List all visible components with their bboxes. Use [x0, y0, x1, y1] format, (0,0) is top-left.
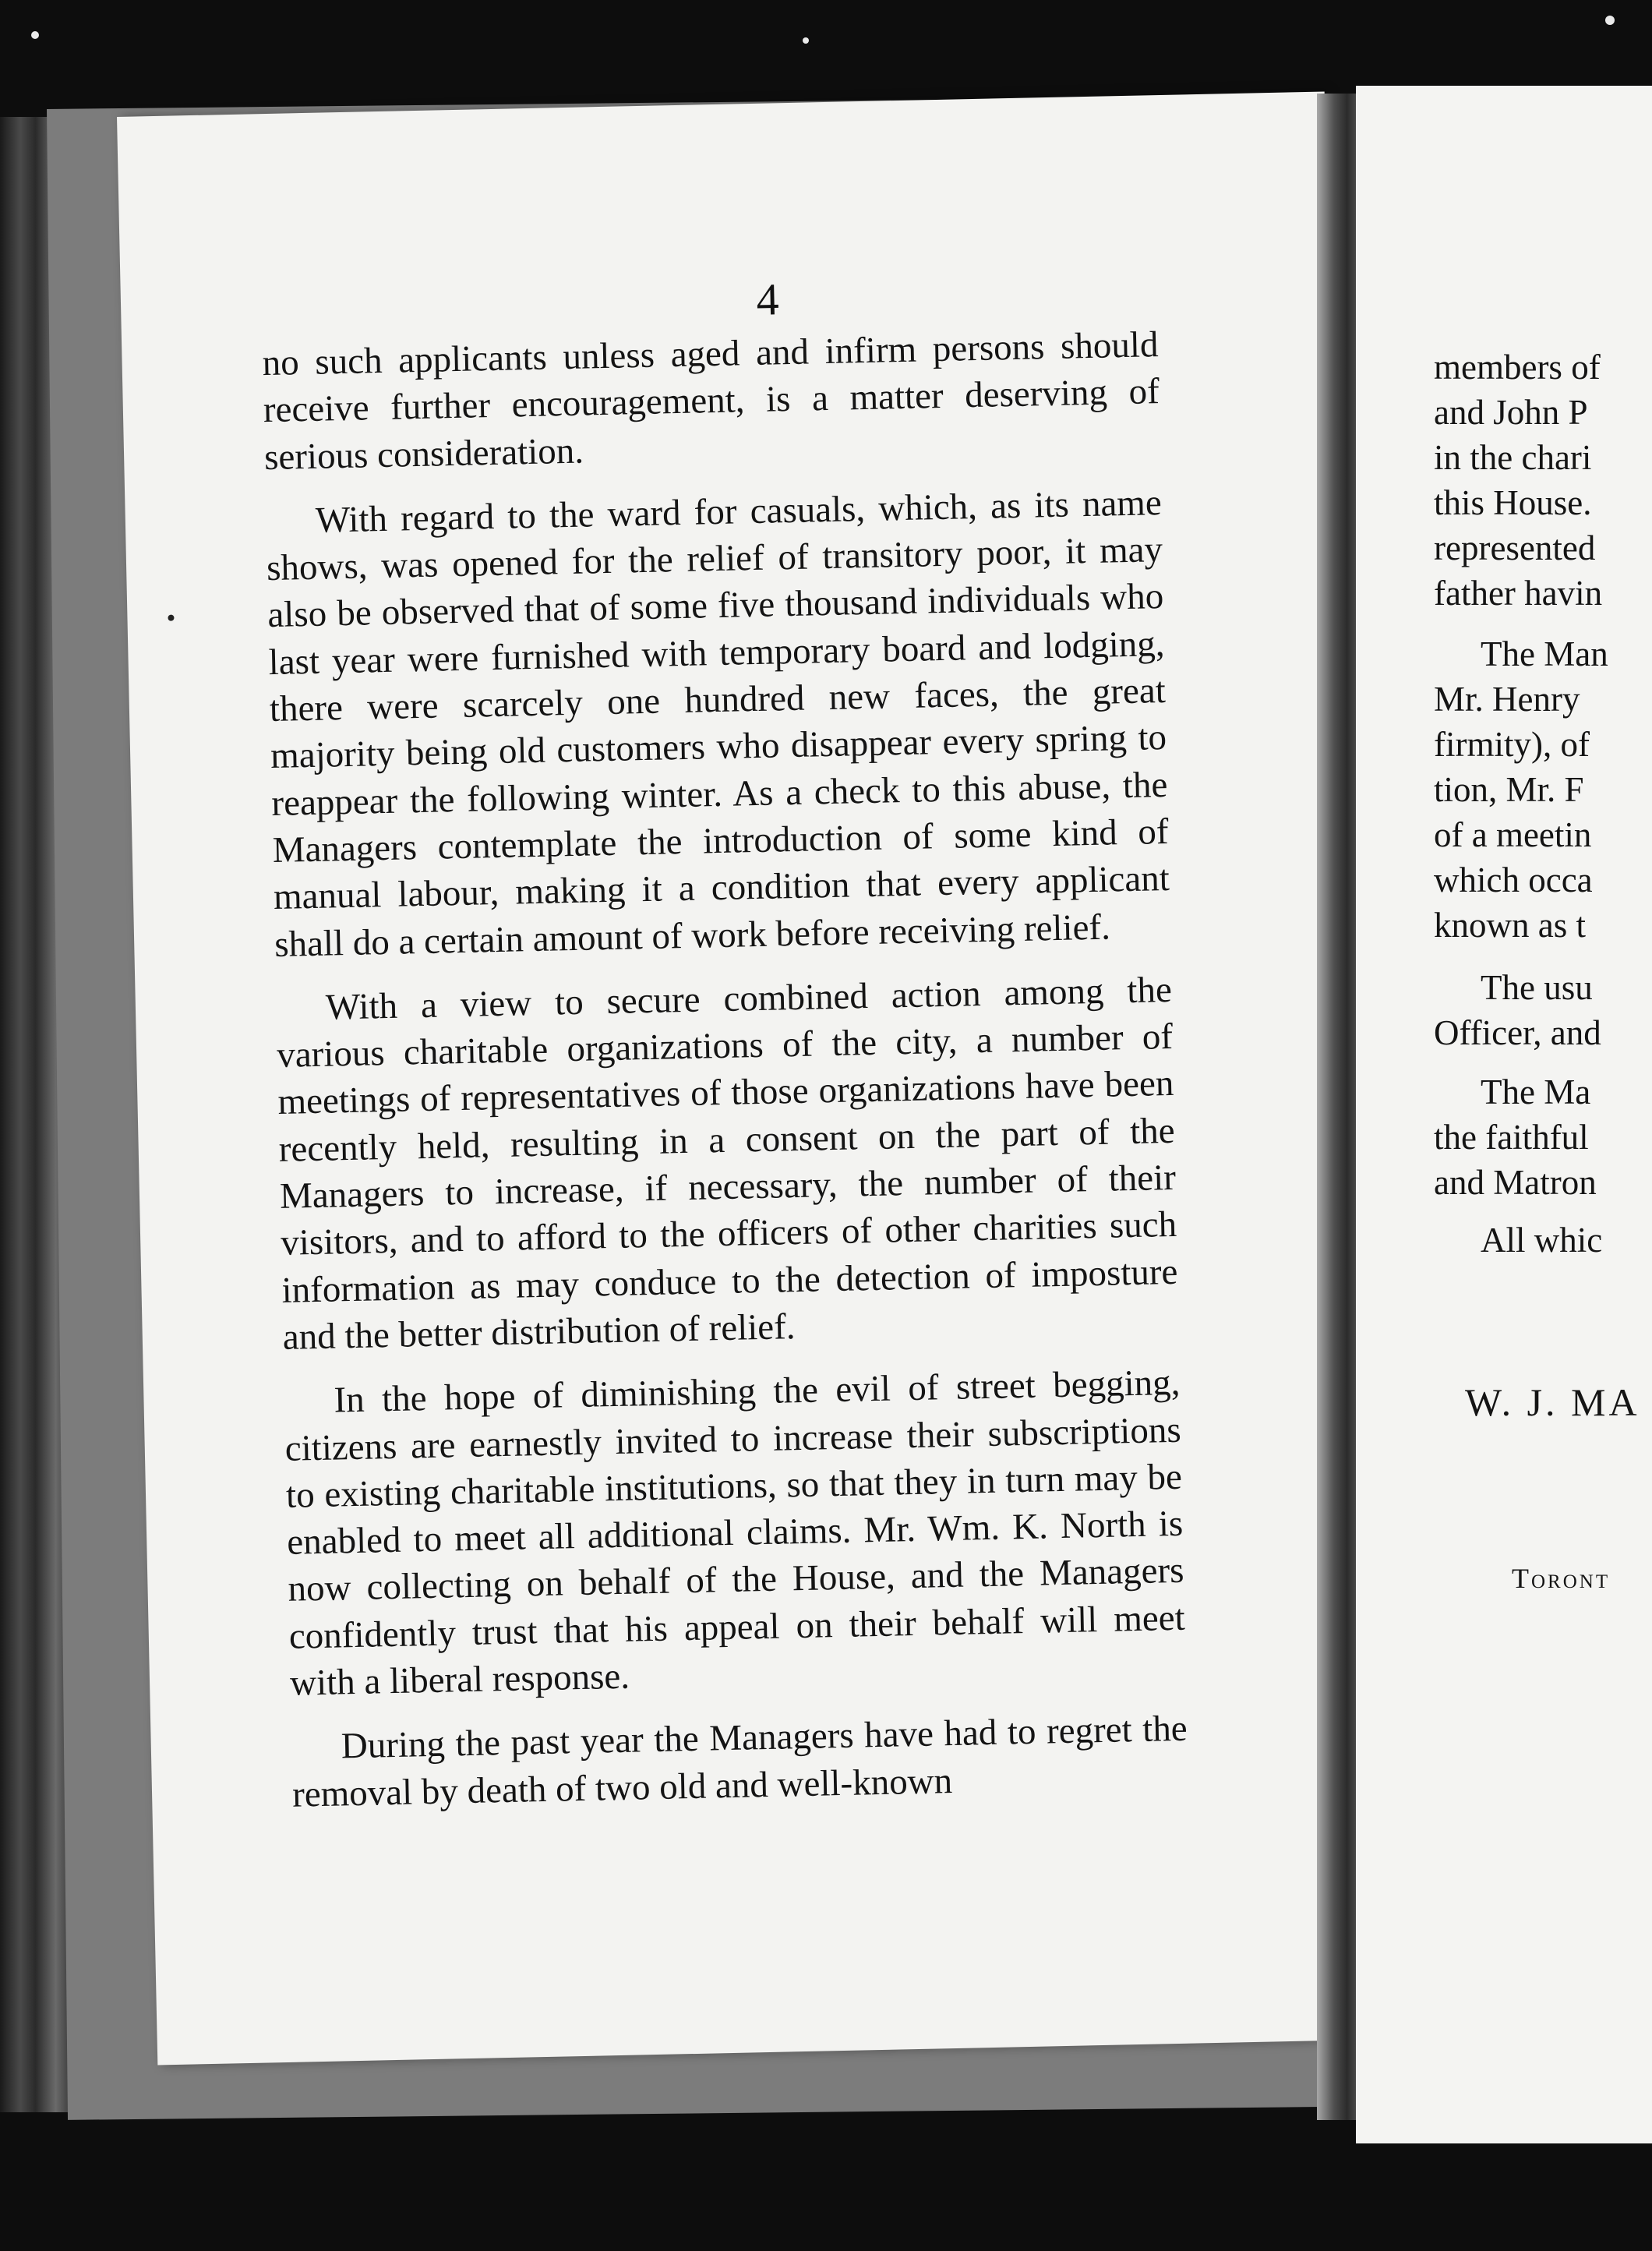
page-number: 4: [755, 274, 780, 325]
book-gutter: [1317, 94, 1360, 2120]
right-line: this House.: [1434, 483, 1592, 522]
paragraph-continuation: no such applicants unless aged and infirm persons should receive further encouragement, is a matter deserving of serious consideration.: [262, 324, 1160, 478]
right-line: Officer, and: [1434, 1013, 1601, 1052]
right-line: tion, Mr. F: [1434, 770, 1584, 809]
paragraph-past-year: During the past year the Managers have had to regret the removal by death of two old and well-known: [291, 1709, 1188, 1815]
right-line: father havin: [1434, 574, 1603, 613]
paragraph-charitable-organizations: With a view to secure combined action among the various charitable organizations of the city, a number of meetings of representatives of those organizations have been recently held, resulting in a consent on the part of the Managers to increase, if necessary, the number of their visitors, and to afford to the officers of other charities such information as may conduce to the detection of imposture and the better distribution of relief.: [276, 969, 1178, 1358]
right-line: of a meetin: [1434, 815, 1592, 854]
right-line: The Ma: [1481, 1072, 1591, 1111]
right-line: represented: [1434, 528, 1596, 567]
right-line: in the chari: [1434, 438, 1592, 477]
film-speck: [31, 31, 39, 39]
film-speck: [1605, 16, 1615, 25]
right-line: Mr. Henry: [1434, 680, 1580, 719]
film-speck: [803, 37, 809, 44]
right-line: All whic: [1481, 1221, 1603, 1260]
right-line: which occa: [1434, 860, 1593, 899]
right-line: known as t: [1434, 906, 1586, 945]
paragraph-street-begging: In the hope of diminishing the evil of street begging, citizens are earnestly invited to increase their subscriptions to existing charitable institutions, so that they in turn may be enabled to meet all additional claims. Mr. Wm. K. North is now collecting on behalf of the House, and the Managers confidently trust that his appeal on their behalf will meet with a liberal response.: [284, 1362, 1186, 1704]
left-page: [117, 92, 1365, 2065]
margin-speck: [168, 615, 174, 621]
right-line: The usu: [1481, 968, 1593, 1007]
right-page-text: [1356, 86, 1652, 2143]
place-name: Toront: [1512, 1563, 1611, 1594]
right-line: The Man: [1481, 634, 1608, 673]
right-line: and John P: [1434, 393, 1588, 432]
right-line: the faithful: [1434, 1118, 1589, 1157]
paragraph-casual-ward: With regard to the ward for casuals, which, as its name shows, was opened for the relief of transitory poor, it may also be observed that of some five thousand individuals who last year were furnished with temporary board and lodging, there were scarcely one hundred new faces, the great majority being old customers who disappear every spring to reappear the following winter. As a check to this abuse, the Managers contemplate the introduction of some kind of manual labour, making it a condition that every applicant shall do a certain amount of work before receiving relief.: [266, 482, 1170, 965]
right-page: [1356, 86, 1652, 2143]
signature: W. J. MA: [1465, 1380, 1640, 1424]
right-line: and Matron: [1434, 1163, 1597, 1202]
right-line: firmity), of: [1434, 725, 1590, 764]
left-page-text: [262, 321, 1189, 1836]
right-line: members of: [1434, 348, 1601, 387]
